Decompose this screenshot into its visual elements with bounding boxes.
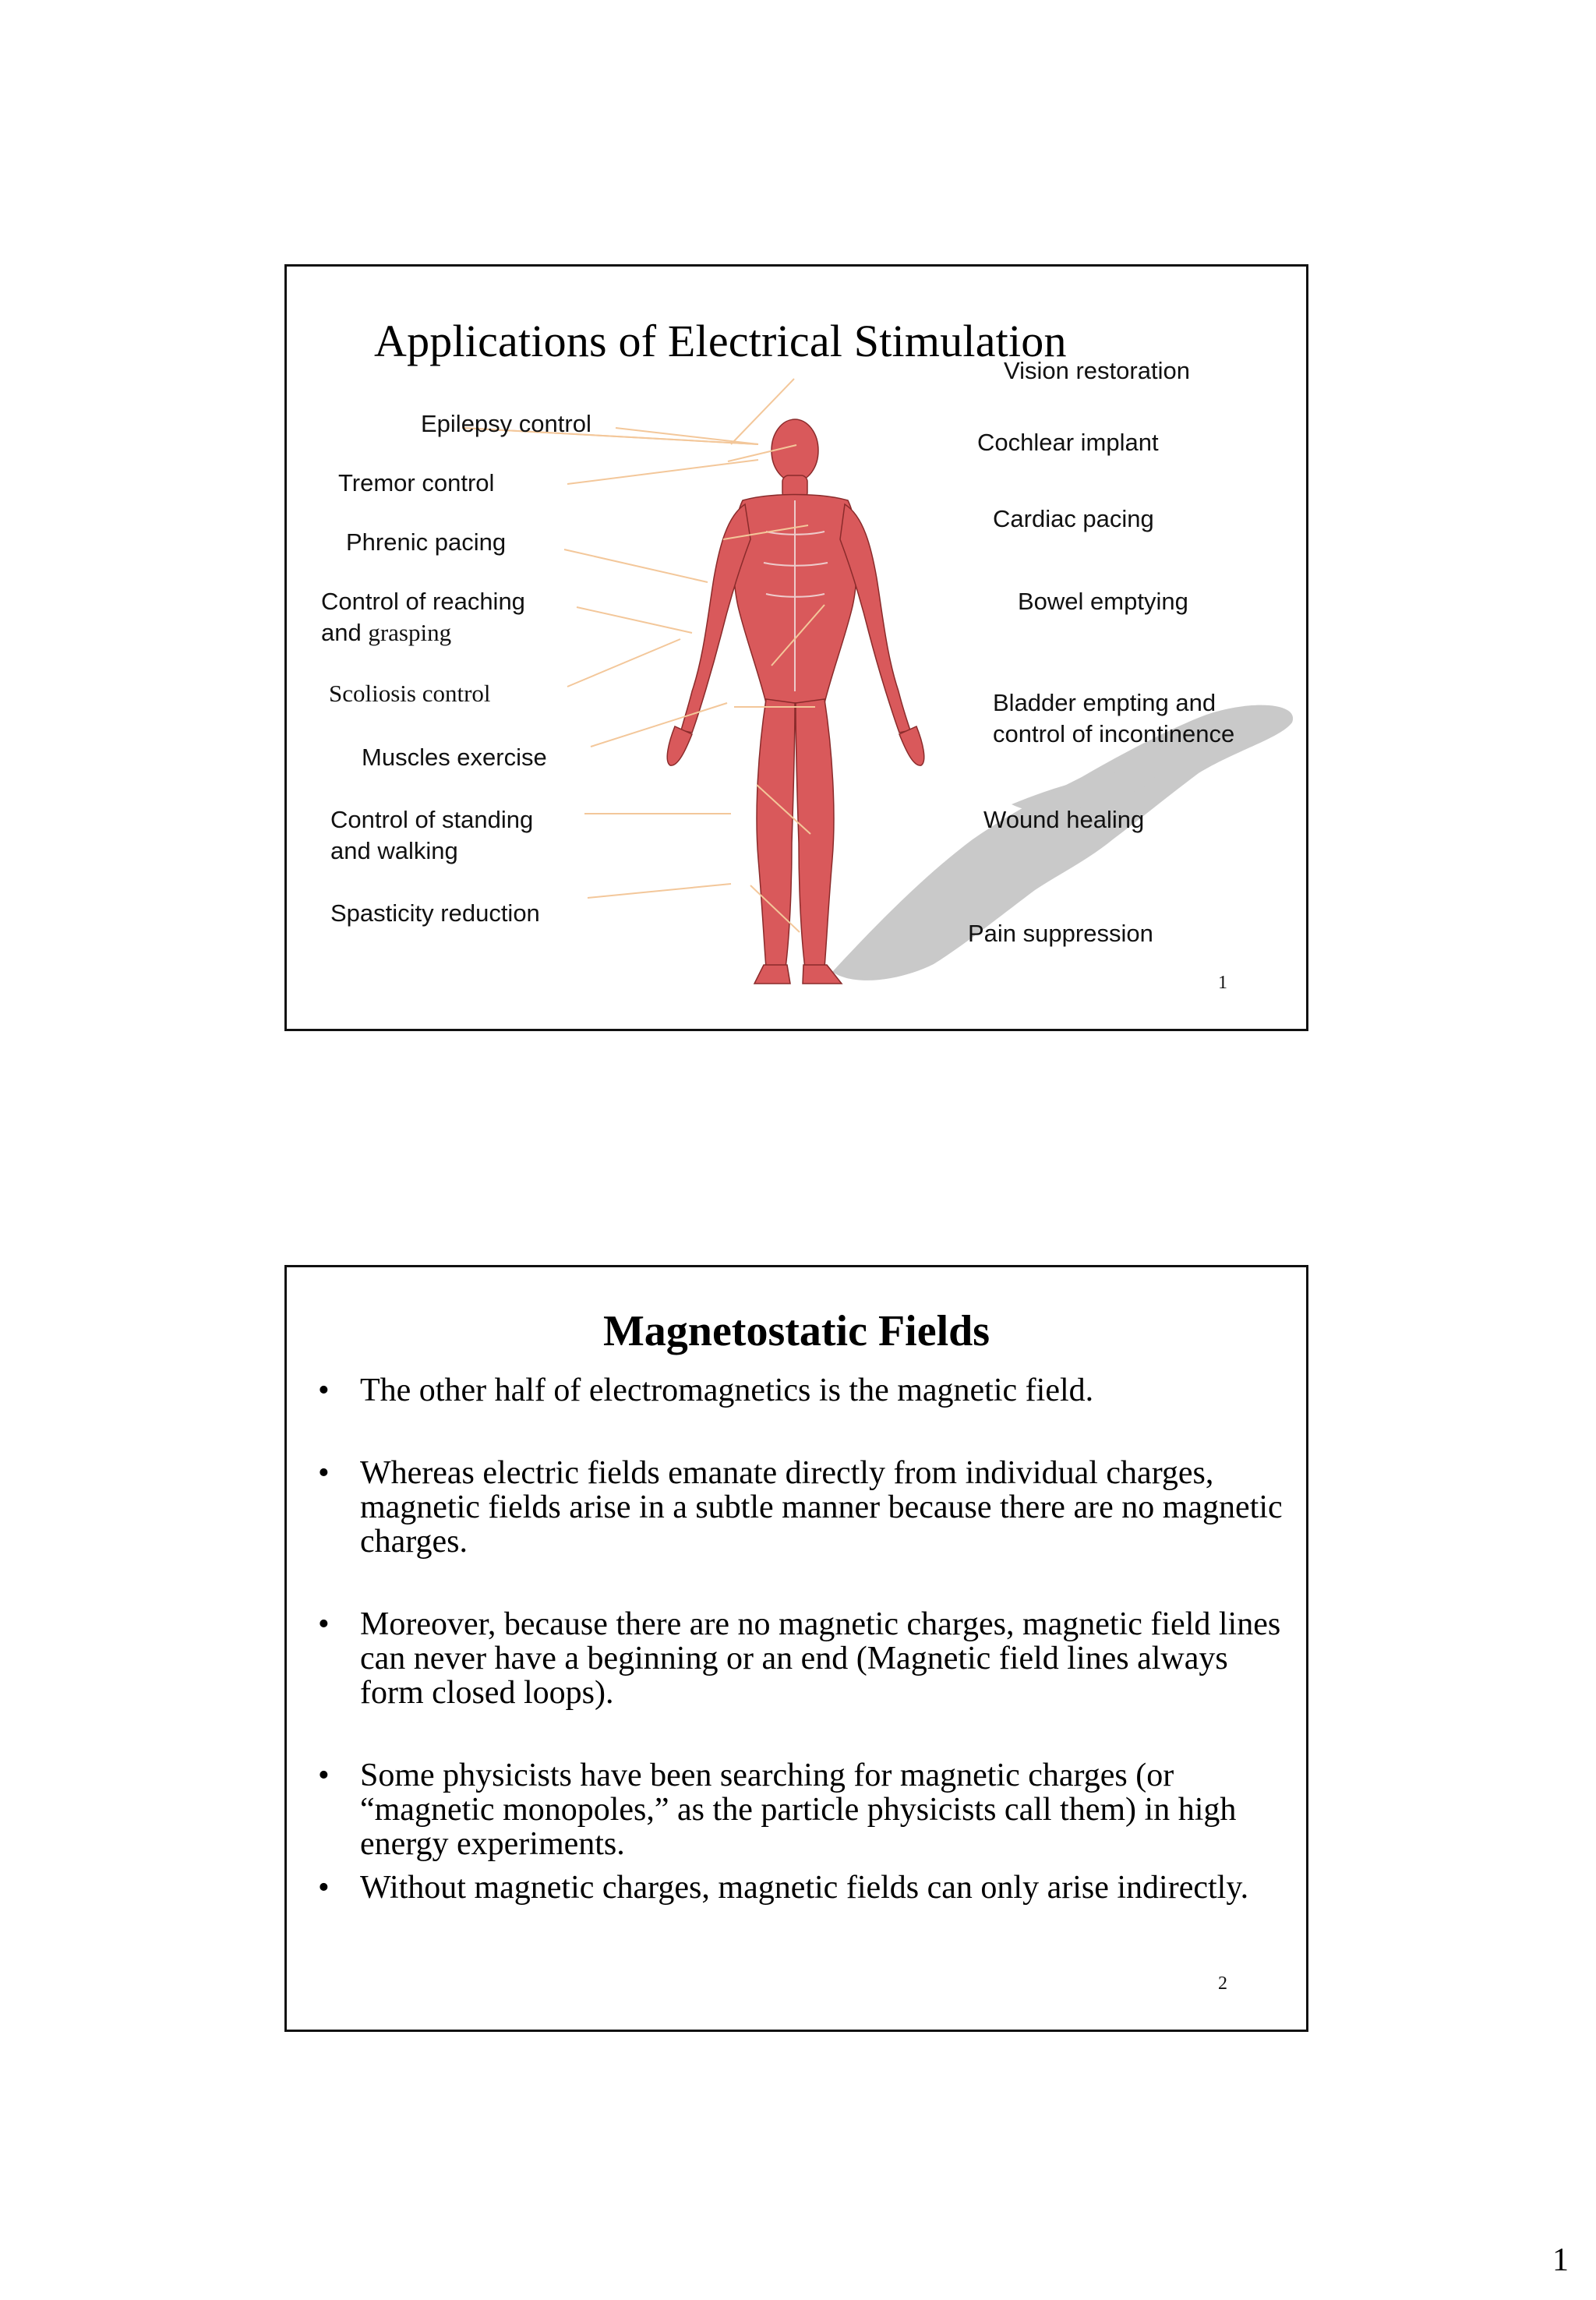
label-bladder-line1: Bladder empting and [993,689,1216,716]
bullet-item [318,1871,1284,1905]
bullet-symbol: • [318,1455,330,1491]
label-grasping: grasping [368,619,452,646]
bullet-text: Whereas electric fields emanate directly from individual charges, magnetic fields arise in a subtle manner because there are no magnetic charges. [360,1455,1283,1560]
slide-1-number: 1 [1218,973,1227,993]
left-foot [754,965,790,984]
label-vision-restoration: Vision restoration [1004,357,1190,384]
right-hand [899,726,924,765]
label-control-of-reaching [321,586,525,648]
slide-1-title: Applications of Electrical Stimulation [374,316,1067,366]
bullet-symbol: • [318,1758,330,1793]
slide-2 [284,1265,1308,2032]
left-arm [681,504,750,733]
page-number: 1 [1552,2242,1569,2278]
label-cochlear-implant: Cochlear implant [977,429,1159,456]
slide-2-title: Magnetostatic Fields [602,1307,990,1355]
label-epilepsy-control: Epilepsy control [421,410,591,437]
bullet-item [318,1456,1284,1559]
label-control-of-standing [330,804,533,867]
bullet-list [318,1373,1284,1953]
label-cardiac-pacing: Cardiac pacing [993,505,1154,532]
slide-1 [284,264,1308,1031]
label-muscles-exercise: Muscles exercise [362,744,547,771]
left-leg [757,699,795,968]
label-tremor-control: Tremor control [338,469,495,496]
label-wound-healing: Wound healing [983,806,1145,833]
label-phrenic-pacing: Phrenic pacing [346,528,507,556]
right-foot [803,965,842,984]
bullet-symbol: • [318,1870,330,1906]
label-standing-line2: and walking [330,837,458,864]
bullet-symbol: • [318,1373,330,1408]
label-control-of-reaching-line1: Control of reaching [321,588,525,615]
bullet-item [318,1758,1284,1861]
label-bowel-emptying: Bowel emptying [1018,588,1188,615]
slide-2-number: 2 [1218,1973,1227,1994]
label-bladder-line2: control of incontinence [993,720,1235,747]
bullet-text: Without magnetic charges, magnetic fields can only arise indirectly. [360,1870,1249,1906]
label-scoliosis-control: Scoliosis control [329,680,491,707]
right-arm [840,504,910,733]
head [772,419,818,482]
bullet-item [318,1607,1284,1710]
bullet-text: The other half of electromagnetics is the magnetic field. [360,1373,1094,1408]
label-standing-line1: Control of standing [330,806,534,833]
label-and: and [321,619,369,646]
bullet-text: Some physicists have been searching for magnetic charges (or “magnetic monopoles,” as the particle physicists call them) in high energy experiments. [360,1758,1237,1862]
bullet-symbol: • [318,1606,330,1642]
label-pain-suppression: Pain suppression [968,920,1153,947]
label-control-of-reaching-line2 [321,617,525,648]
bullet-item [318,1373,1284,1408]
label-bladder-empting [993,687,1234,750]
bullet-text: Moreover, because there are no magnetic charges, magnetic field lines can never have a beginning or an end (Magnetic field lines always form closed loops). [360,1606,1281,1711]
right-leg [796,699,834,968]
label-spasticity-reduction: Spasticity reduction [330,899,540,927]
left-hand [667,726,692,765]
